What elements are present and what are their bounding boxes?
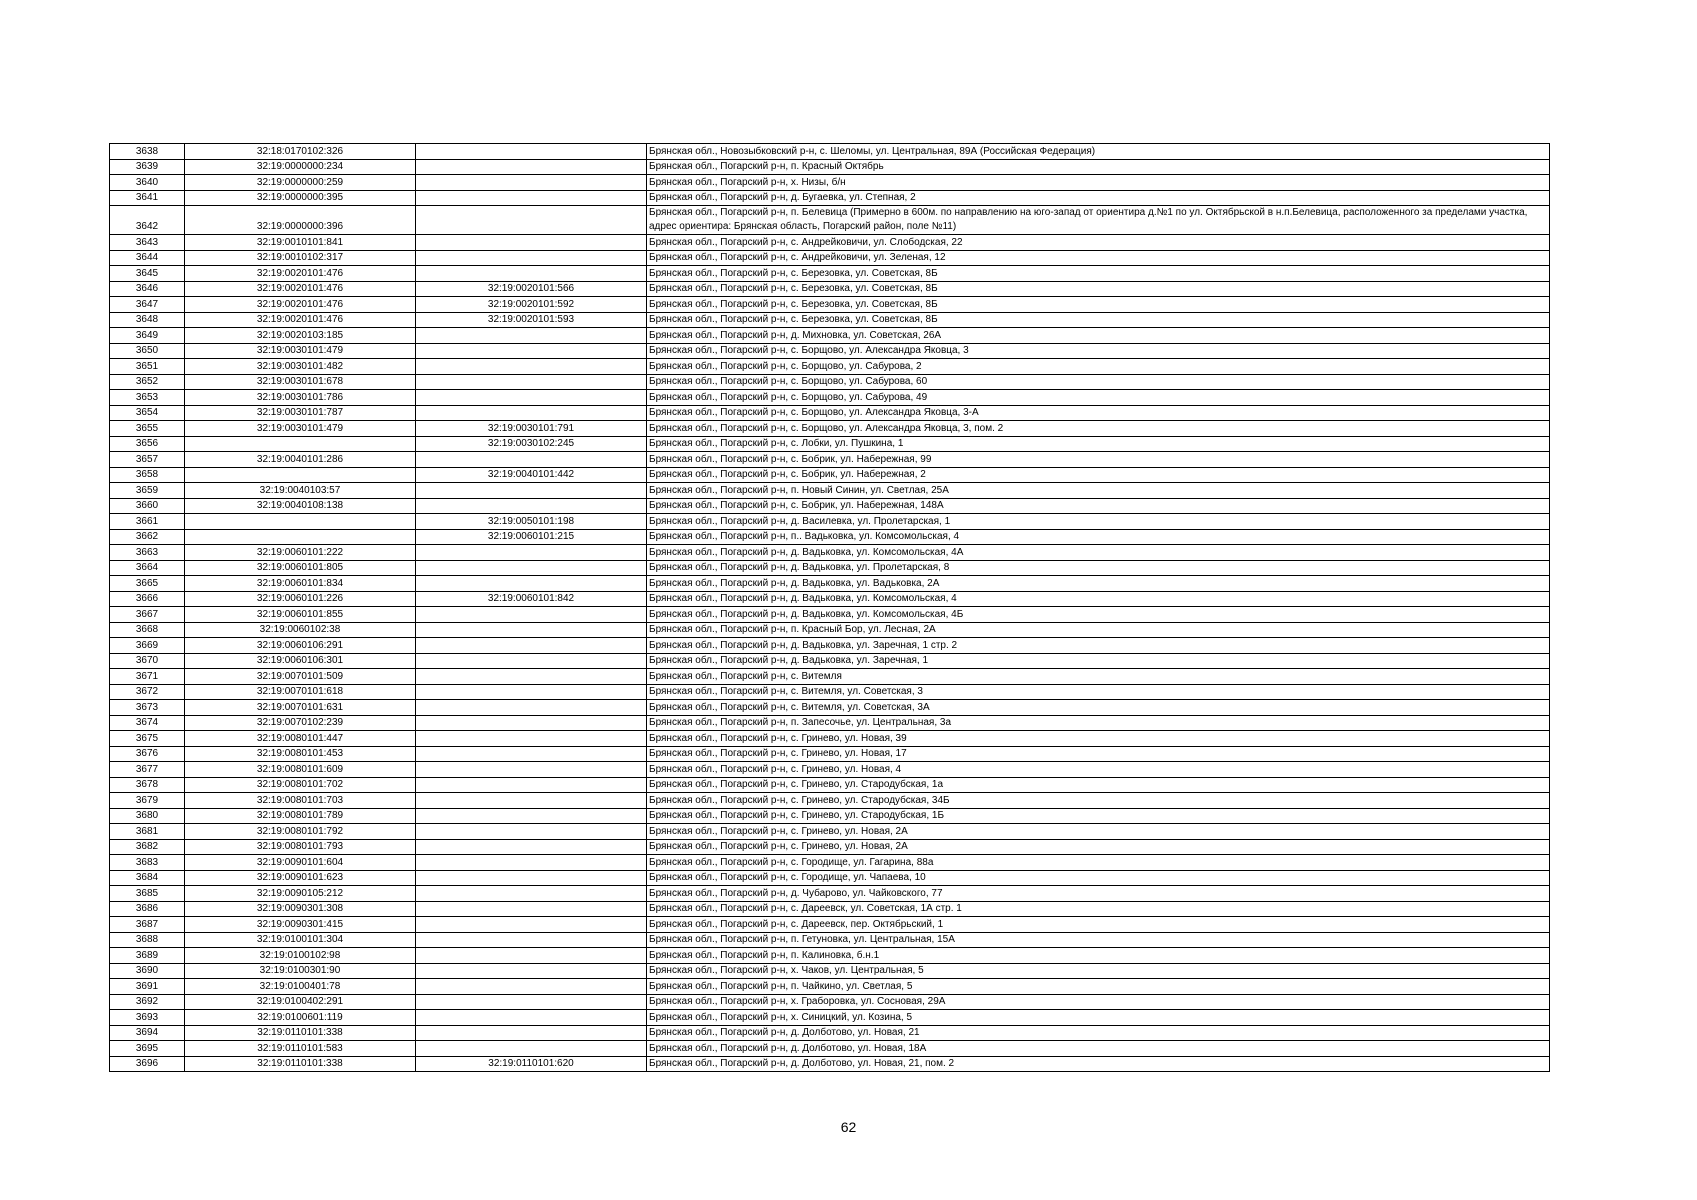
cadastral-number-cell: 32:19:0100601:119 [185, 1010, 416, 1026]
object-cadastral-number-cell [416, 250, 647, 266]
row-number-cell: 3638 [110, 144, 185, 160]
table-row [110, 359, 1550, 375]
row-number-cell: 3644 [110, 250, 185, 266]
object-cadastral-number-cell [416, 653, 647, 669]
address-cell: Брянская обл., Погарский р-н, п. Запесочье, ул. Центральная, 3а [647, 715, 1550, 731]
address-cell: Брянская обл., Погарский р-н, п. Белевица (Примерно в 600м. по направлению на юго-запад от ориентира д.№1 по ул. Октябрьской в н.п.Белевица, расположенного за пределами участка, адрес ориентира: Брянская область, Погарский район, поле №11) [647, 206, 1550, 235]
table-row [110, 607, 1550, 623]
object-cadastral-number-cell [416, 715, 647, 731]
object-cadastral-number-cell: 32:19:0060101:842 [416, 591, 647, 607]
row-number-cell: 3649 [110, 328, 185, 344]
object-cadastral-number-cell: 32:19:0060101:215 [416, 529, 647, 545]
address-cell: Брянская обл., Новозыбковский р-н, с. Шеломы, ул. Центральная, 89А (Российская Федерация) [647, 144, 1550, 160]
address-cell: Брянская обл., Погарский р-н, с. Борщово, ул. Сабурова, 49 [647, 390, 1550, 406]
cadastral-number-cell [185, 529, 416, 545]
address-cell: Брянская обл., Погарский р-н, х. Синицкий, ул. Козина, 5 [647, 1010, 1550, 1026]
cadastral-number-cell: 32:19:0110101:583 [185, 1041, 416, 1057]
object-cadastral-number-cell [416, 1041, 647, 1057]
table-row [110, 653, 1550, 669]
table-row [110, 235, 1550, 251]
row-number-cell: 3676 [110, 746, 185, 762]
cadastral-number-cell: 32:19:0030101:479 [185, 421, 416, 437]
address-cell: Брянская обл., Погарский р-н, п. Красный Бор, ул. Лесная, 2А [647, 622, 1550, 638]
row-number-cell: 3693 [110, 1010, 185, 1026]
cadastral-number-cell: 32:19:0030101:787 [185, 405, 416, 421]
cadastral-number-cell [185, 514, 416, 530]
object-cadastral-number-cell [416, 638, 647, 654]
table-row [110, 684, 1550, 700]
cadastral-number-cell: 32:19:0040101:286 [185, 452, 416, 468]
table-row [110, 808, 1550, 824]
object-cadastral-number-cell [416, 824, 647, 840]
object-cadastral-number-cell [416, 206, 647, 235]
cadastral-number-cell: 32:19:0100401:78 [185, 979, 416, 995]
address-cell: Брянская обл., Погарский р-н, с. Березовка, ул. Советская, 8Б [647, 266, 1550, 282]
row-number-cell: 3689 [110, 948, 185, 964]
address-cell: Брянская обл., Погарский р-н, с. Гринево, ул. Новая, 4 [647, 762, 1550, 778]
table-row [110, 421, 1550, 437]
address-cell: Брянская обл., Погарский р-н, х. Низы, б/н [647, 175, 1550, 191]
address-cell: Брянская обл., Погарский р-н, с. Андрейковичи, ул. Зеленая, 12 [647, 250, 1550, 266]
address-cell: Брянская обл., Погарский р-н, х. Чаков, ул. Центральная, 5 [647, 963, 1550, 979]
table-row [110, 328, 1550, 344]
cadastral-number-cell: 32:19:0100301:90 [185, 963, 416, 979]
row-number-cell: 3661 [110, 514, 185, 530]
table-row [110, 175, 1550, 191]
address-cell: Брянская обл., Погарский р-н, х. Граборовка, ул. Сосновая, 29А [647, 994, 1550, 1010]
cadastral-number-cell: 32:19:0080101:702 [185, 777, 416, 793]
row-number-cell: 3641 [110, 190, 185, 206]
object-cadastral-number-cell [416, 576, 647, 592]
object-cadastral-number-cell [416, 793, 647, 809]
cadastral-number-cell: 32:19:0010102:317 [185, 250, 416, 266]
object-cadastral-number-cell [416, 808, 647, 824]
cadastral-number-cell: 32:19:0060106:301 [185, 653, 416, 669]
table-row [110, 529, 1550, 545]
table-row [110, 452, 1550, 468]
address-cell: Брянская обл., Погарский р-н, с. Витемля, ул. Советская, 3А [647, 700, 1550, 716]
table-row [110, 793, 1550, 809]
row-number-cell: 3669 [110, 638, 185, 654]
table-row [110, 917, 1550, 933]
property-table-body [110, 144, 1550, 1072]
address-cell: Брянская обл., Погарский р-н, п. Калиновка, б.н.1 [647, 948, 1550, 964]
table-row [110, 669, 1550, 685]
cadastral-number-cell: 32:19:0020101:476 [185, 312, 416, 328]
object-cadastral-number-cell: 32:19:0050101:198 [416, 514, 647, 530]
address-cell: Брянская обл., Погарский р-н, с. Гринево, ул. Новая, 39 [647, 731, 1550, 747]
table-row [110, 700, 1550, 716]
table-row [110, 870, 1550, 886]
row-number-cell: 3681 [110, 824, 185, 840]
row-number-cell: 3679 [110, 793, 185, 809]
object-cadastral-number-cell [416, 607, 647, 623]
address-cell: Брянская обл., Погарский р-н, д. Долботово, ул. Новая, 21 [647, 1025, 1550, 1041]
address-cell: Брянская обл., Погарский р-н, д. Михновка, ул. Советская, 26А [647, 328, 1550, 344]
row-number-cell: 3639 [110, 159, 185, 175]
cadastral-number-cell: 32:19:0000000:234 [185, 159, 416, 175]
table-row [110, 576, 1550, 592]
table-row [110, 343, 1550, 359]
object-cadastral-number-cell [416, 746, 647, 762]
table-row [110, 1025, 1550, 1041]
object-cadastral-number-cell: 32:19:0110101:620 [416, 1056, 647, 1072]
cadastral-number-cell: 32:19:0000000:395 [185, 190, 416, 206]
row-number-cell: 3642 [110, 206, 185, 235]
table-row [110, 467, 1550, 483]
row-number-cell: 3686 [110, 901, 185, 917]
object-cadastral-number-cell [416, 622, 647, 638]
row-number-cell: 3663 [110, 545, 185, 561]
row-number-cell: 3648 [110, 312, 185, 328]
row-number-cell: 3647 [110, 297, 185, 313]
cadastral-number-cell: 32:19:0080101:447 [185, 731, 416, 747]
object-cadastral-number-cell [416, 235, 647, 251]
object-cadastral-number-cell: 32:19:0020101:593 [416, 312, 647, 328]
cadastral-number-cell: 32:19:0080101:703 [185, 793, 416, 809]
object-cadastral-number-cell [416, 777, 647, 793]
address-cell: Брянская обл., Погарский р-н, с. Борщово, ул. Александра Яковца, 3, пом. 2 [647, 421, 1550, 437]
address-cell: Брянская обл., Погарский р-н, п. Красный Октябрь [647, 159, 1550, 175]
cadastral-number-cell: 32:19:0060106:291 [185, 638, 416, 654]
table-row [110, 545, 1550, 561]
address-cell: Брянская обл., Погарский р-н, с. Борщово, ул. Сабурова, 2 [647, 359, 1550, 375]
row-number-cell: 3657 [110, 452, 185, 468]
object-cadastral-number-cell [416, 1010, 647, 1026]
cadastral-number-cell: 32:19:0090105:212 [185, 886, 416, 902]
table-row [110, 886, 1550, 902]
cadastral-number-cell: 32:19:0080101:453 [185, 746, 416, 762]
row-number-cell: 3674 [110, 715, 185, 731]
object-cadastral-number-cell [416, 762, 647, 778]
row-number-cell: 3667 [110, 607, 185, 623]
address-cell: Брянская обл., Погарский р-н, п. Чайкино, ул. Светлая, 5 [647, 979, 1550, 995]
row-number-cell: 3684 [110, 870, 185, 886]
cadastral-number-cell: 32:19:0110101:338 [185, 1056, 416, 1072]
object-cadastral-number-cell [416, 855, 647, 871]
table-row [110, 250, 1550, 266]
object-cadastral-number-cell [416, 452, 647, 468]
object-cadastral-number-cell [416, 343, 647, 359]
table-row [110, 591, 1550, 607]
address-cell: Брянская обл., Погарский р-н, с. Лобки, ул. Пушкина, 1 [647, 436, 1550, 452]
row-number-cell: 3672 [110, 684, 185, 700]
row-number-cell: 3662 [110, 529, 185, 545]
cadastral-number-cell: 32:19:0090101:623 [185, 870, 416, 886]
address-cell: Брянская обл., Погарский р-н, с. Витемля, ул. Советская, 3 [647, 684, 1550, 700]
object-cadastral-number-cell [416, 917, 647, 933]
address-cell: Брянская обл., Погарский р-н, с. Борщово, ул. Александра Яковца, 3 [647, 343, 1550, 359]
table-row [110, 498, 1550, 514]
object-cadastral-number-cell [416, 684, 647, 700]
cadastral-number-cell: 32:19:0060101:834 [185, 576, 416, 592]
page-number: 62 [840, 1119, 857, 1135]
object-cadastral-number-cell [416, 1025, 647, 1041]
table-row [110, 824, 1550, 840]
row-number-cell: 3653 [110, 390, 185, 406]
row-number-cell: 3696 [110, 1056, 185, 1072]
row-number-cell: 3695 [110, 1041, 185, 1057]
row-number-cell: 3692 [110, 994, 185, 1010]
table-row [110, 312, 1550, 328]
address-cell: Брянская обл., Погарский р-н, с. Борщово, ул. Александра Яковца, 3-А [647, 405, 1550, 421]
object-cadastral-number-cell: 32:19:0020101:592 [416, 297, 647, 313]
address-cell: Брянская обл., Погарский р-н, с. Гринево, ул. Новая, 2А [647, 839, 1550, 855]
address-cell: Брянская обл., Погарский р-н, с. Бобрик, ул. Набережная, 2 [647, 467, 1550, 483]
cadastral-number-cell: 32:18:0170102:326 [185, 144, 416, 160]
row-number-cell: 3655 [110, 421, 185, 437]
row-number-cell: 3678 [110, 777, 185, 793]
row-number-cell: 3640 [110, 175, 185, 191]
cadastral-number-cell: 32:19:0020101:476 [185, 297, 416, 313]
cadastral-number-cell: 32:19:0070101:631 [185, 700, 416, 716]
cadastral-number-cell: 32:19:0000000:396 [185, 206, 416, 235]
object-cadastral-number-cell [416, 175, 647, 191]
address-cell: Брянская обл., Погарский р-н, с. Березовка, ул. Советская, 8Б [647, 281, 1550, 297]
table-row [110, 731, 1550, 747]
address-cell: Брянская обл., Погарский р-н, д. Вадьковка, ул. Комсомольская, 4А [647, 545, 1550, 561]
address-cell: Брянская обл., Погарский р-н, с. Бобрик, ул. Набережная, 148А [647, 498, 1550, 514]
table-row [110, 948, 1550, 964]
object-cadastral-number-cell [416, 498, 647, 514]
object-cadastral-number-cell [416, 948, 647, 964]
row-number-cell: 3671 [110, 669, 185, 685]
address-cell: Брянская обл., Погарский р-н, д. Василевка, ул. Пролетарская, 1 [647, 514, 1550, 530]
row-number-cell: 3658 [110, 467, 185, 483]
table-row [110, 206, 1550, 235]
address-cell: Брянская обл., Погарский р-н, с. Витемля [647, 669, 1550, 685]
object-cadastral-number-cell [416, 359, 647, 375]
object-cadastral-number-cell: 32:19:0040101:442 [416, 467, 647, 483]
row-number-cell: 3659 [110, 483, 185, 499]
address-cell: Брянская обл., Погарский р-н, с. Дареевск, пер. Октябрьский, 1 [647, 917, 1550, 933]
object-cadastral-number-cell [416, 405, 647, 421]
object-cadastral-number-cell [416, 190, 647, 206]
cadastral-number-cell: 32:19:0030101:479 [185, 343, 416, 359]
row-number-cell: 3664 [110, 560, 185, 576]
cadastral-number-cell: 32:19:0030101:786 [185, 390, 416, 406]
cadastral-number-cell: 32:19:0080101:789 [185, 808, 416, 824]
object-cadastral-number-cell [416, 731, 647, 747]
cadastral-number-cell [185, 467, 416, 483]
table-row [110, 297, 1550, 313]
row-number-cell: 3651 [110, 359, 185, 375]
address-cell: Брянская обл., Погарский р-н, с. Городище, ул. Гагарина, 88а [647, 855, 1550, 871]
address-cell: Брянская обл., Погарский р-н, п. Новый Синин, ул. Светлая, 25А [647, 483, 1550, 499]
object-cadastral-number-cell [416, 266, 647, 282]
cadastral-number-cell: 32:19:0030101:678 [185, 374, 416, 390]
address-cell: Брянская обл., Погарский р-н, с. Гринево, ул. Стародубская, 1Б [647, 808, 1550, 824]
table-row [110, 777, 1550, 793]
object-cadastral-number-cell [416, 901, 647, 917]
cadastral-number-cell: 32:19:0020101:476 [185, 281, 416, 297]
cadastral-number-cell: 32:19:0040108:138 [185, 498, 416, 514]
cadastral-number-cell: 32:19:0060101:855 [185, 607, 416, 623]
address-cell: Брянская обл., Погарский р-н, д. Вадьковка, ул. Комсомольская, 4Б [647, 607, 1550, 623]
cadastral-number-cell: 32:19:0090101:604 [185, 855, 416, 871]
object-cadastral-number-cell [416, 560, 647, 576]
object-cadastral-number-cell [416, 144, 647, 160]
table-row [110, 159, 1550, 175]
row-number-cell: 3650 [110, 343, 185, 359]
row-number-cell: 3643 [110, 235, 185, 251]
row-number-cell: 3687 [110, 917, 185, 933]
cadastral-number-cell: 32:19:0060102:38 [185, 622, 416, 638]
address-cell: Брянская обл., Погарский р-н, д. Долботово, ул. Новая, 18А [647, 1041, 1550, 1057]
row-number-cell: 3654 [110, 405, 185, 421]
cadastral-number-cell: 32:19:0090301:308 [185, 901, 416, 917]
row-number-cell: 3652 [110, 374, 185, 390]
table-row [110, 374, 1550, 390]
cadastral-number-cell: 32:19:0100101:304 [185, 932, 416, 948]
address-cell: Брянская обл., Погарский р-н, с. Гринево, ул. Стародубская, 34Б [647, 793, 1550, 809]
table-row [110, 514, 1550, 530]
row-number-cell: 3680 [110, 808, 185, 824]
cadastral-number-cell: 32:19:0090301:415 [185, 917, 416, 933]
address-cell: Брянская обл., Погарский р-н, д. Вадьковка, ул. Заречная, 1 стр. 2 [647, 638, 1550, 654]
address-cell: Брянская обл., Погарский р-н, с. Борщово, ул. Сабурова, 60 [647, 374, 1550, 390]
table-row [110, 979, 1550, 995]
object-cadastral-number-cell: 32:19:0030102:245 [416, 436, 647, 452]
table-row [110, 762, 1550, 778]
cadastral-number-cell: 32:19:0040103:57 [185, 483, 416, 499]
cadastral-number-cell: 32:19:0060101:222 [185, 545, 416, 561]
row-number-cell: 3646 [110, 281, 185, 297]
cadastral-number-cell: 32:19:0080101:609 [185, 762, 416, 778]
object-cadastral-number-cell [416, 159, 647, 175]
table-row [110, 715, 1550, 731]
table-row [110, 994, 1550, 1010]
address-cell: Брянская обл., Погарский р-н, с. Андрейковичи, ул. Слободская, 22 [647, 235, 1550, 251]
property-table [109, 143, 1550, 1072]
table-row [110, 436, 1550, 452]
address-cell: Брянская обл., Погарский р-н, с. Гринево, ул. Новая, 17 [647, 746, 1550, 762]
row-number-cell: 3666 [110, 591, 185, 607]
object-cadastral-number-cell [416, 932, 647, 948]
row-number-cell: 3675 [110, 731, 185, 747]
table-row [110, 746, 1550, 762]
row-number-cell: 3683 [110, 855, 185, 871]
row-number-cell: 3690 [110, 963, 185, 979]
address-cell: Брянская обл., Погарский р-н, д. Вадьковка, ул. Заречная, 1 [647, 653, 1550, 669]
object-cadastral-number-cell [416, 545, 647, 561]
row-number-cell: 3660 [110, 498, 185, 514]
cadastral-number-cell: 32:19:0080101:793 [185, 839, 416, 855]
table-row [110, 281, 1550, 297]
address-cell: Брянская обл., Погарский р-н, с. Березовка, ул. Советская, 8Б [647, 312, 1550, 328]
cadastral-number-cell: 32:19:0060101:226 [185, 591, 416, 607]
address-cell: Брянская обл., Погарский р-н, с. Березовка, ул. Советская, 8Б [647, 297, 1550, 313]
row-number-cell: 3694 [110, 1025, 185, 1041]
address-cell: Брянская обл., Погарский р-н, с. Гринево, ул. Стародубская, 1а [647, 777, 1550, 793]
table-row [110, 483, 1550, 499]
cadastral-number-cell: 32:19:0000000:259 [185, 175, 416, 191]
cadastral-number-cell: 32:19:0030101:482 [185, 359, 416, 375]
object-cadastral-number-cell [416, 870, 647, 886]
cadastral-number-cell: 32:19:0100402:291 [185, 994, 416, 1010]
table-row [110, 405, 1550, 421]
object-cadastral-number-cell [416, 374, 647, 390]
object-cadastral-number-cell [416, 390, 647, 406]
table-row [110, 839, 1550, 855]
row-number-cell: 3673 [110, 700, 185, 716]
object-cadastral-number-cell [416, 839, 647, 855]
row-number-cell: 3691 [110, 979, 185, 995]
address-cell: Брянская обл., Погарский р-н, п. Гетуновка, ул. Центральная, 15А [647, 932, 1550, 948]
row-number-cell: 3670 [110, 653, 185, 669]
cadastral-number-cell [185, 436, 416, 452]
table-row [110, 638, 1550, 654]
object-cadastral-number-cell [416, 328, 647, 344]
row-number-cell: 3656 [110, 436, 185, 452]
cadastral-number-cell: 32:19:0070101:618 [185, 684, 416, 700]
table-row [110, 963, 1550, 979]
object-cadastral-number-cell [416, 669, 647, 685]
cadastral-number-cell: 32:19:0020101:476 [185, 266, 416, 282]
object-cadastral-number-cell [416, 483, 647, 499]
object-cadastral-number-cell [416, 963, 647, 979]
row-number-cell: 3665 [110, 576, 185, 592]
object-cadastral-number-cell: 32:19:0020101:566 [416, 281, 647, 297]
object-cadastral-number-cell [416, 979, 647, 995]
address-cell: Брянская обл., Погарский р-н, с. Городище, ул. Чапаева, 10 [647, 870, 1550, 886]
row-number-cell: 3645 [110, 266, 185, 282]
table-row [110, 622, 1550, 638]
row-number-cell: 3688 [110, 932, 185, 948]
table-row [110, 144, 1550, 160]
row-number-cell: 3668 [110, 622, 185, 638]
table-row [110, 932, 1550, 948]
table-row [110, 1010, 1550, 1026]
table-row [110, 901, 1550, 917]
address-cell: Брянская обл., Погарский р-н, с. Дареевск, ул. Советская, 1А стр. 1 [647, 901, 1550, 917]
table-row [110, 190, 1550, 206]
address-cell: Брянская обл., Погарский р-н, д. Долботово, ул. Новая, 21, пом. 2 [647, 1056, 1550, 1072]
cadastral-number-cell: 32:19:0100102:98 [185, 948, 416, 964]
object-cadastral-number-cell [416, 700, 647, 716]
address-cell: Брянская обл., Погарский р-н, с. Бобрик, ул. Набережная, 99 [647, 452, 1550, 468]
address-cell: Брянская обл., Погарский р-н, д. Вадьковка, ул. Пролетарская, 8 [647, 560, 1550, 576]
object-cadastral-number-cell: 32:19:0030101:791 [416, 421, 647, 437]
address-cell: Брянская обл., Погарский р-н, д. Бугаевка, ул. Степная, 2 [647, 190, 1550, 206]
address-cell: Брянская обл., Погарский р-н, д. Чубарово, ул. Чайковского, 77 [647, 886, 1550, 902]
table-row [110, 266, 1550, 282]
address-cell: Брянская обл., Погарский р-н, д. Вадьковка, ул. Вадьковка, 2А [647, 576, 1550, 592]
row-number-cell: 3682 [110, 839, 185, 855]
cadastral-number-cell: 32:19:0070102:239 [185, 715, 416, 731]
table-row [110, 1056, 1550, 1072]
table-row [110, 1041, 1550, 1057]
cadastral-number-cell: 32:19:0010101:841 [185, 235, 416, 251]
object-cadastral-number-cell [416, 886, 647, 902]
address-cell: Брянская обл., Погарский р-н, с. Гринево, ул. Новая, 2А [647, 824, 1550, 840]
object-cadastral-number-cell [416, 994, 647, 1010]
cadastral-number-cell: 32:19:0110101:338 [185, 1025, 416, 1041]
address-cell: Брянская обл., Погарский р-н, д. Вадьковка, ул. Комсомольская, 4 [647, 591, 1550, 607]
cadastral-number-cell: 32:19:0080101:792 [185, 824, 416, 840]
cadastral-number-cell: 32:19:0020103:185 [185, 328, 416, 344]
table-row [110, 855, 1550, 871]
cadastral-number-cell: 32:19:0070101:509 [185, 669, 416, 685]
row-number-cell: 3677 [110, 762, 185, 778]
address-cell: Брянская обл., Погарский р-н, п.. Вадьковка, ул. Комсомольская, 4 [647, 529, 1550, 545]
table-row [110, 390, 1550, 406]
row-number-cell: 3685 [110, 886, 185, 902]
cadastral-number-cell: 32:19:0060101:805 [185, 560, 416, 576]
table-row [110, 560, 1550, 576]
